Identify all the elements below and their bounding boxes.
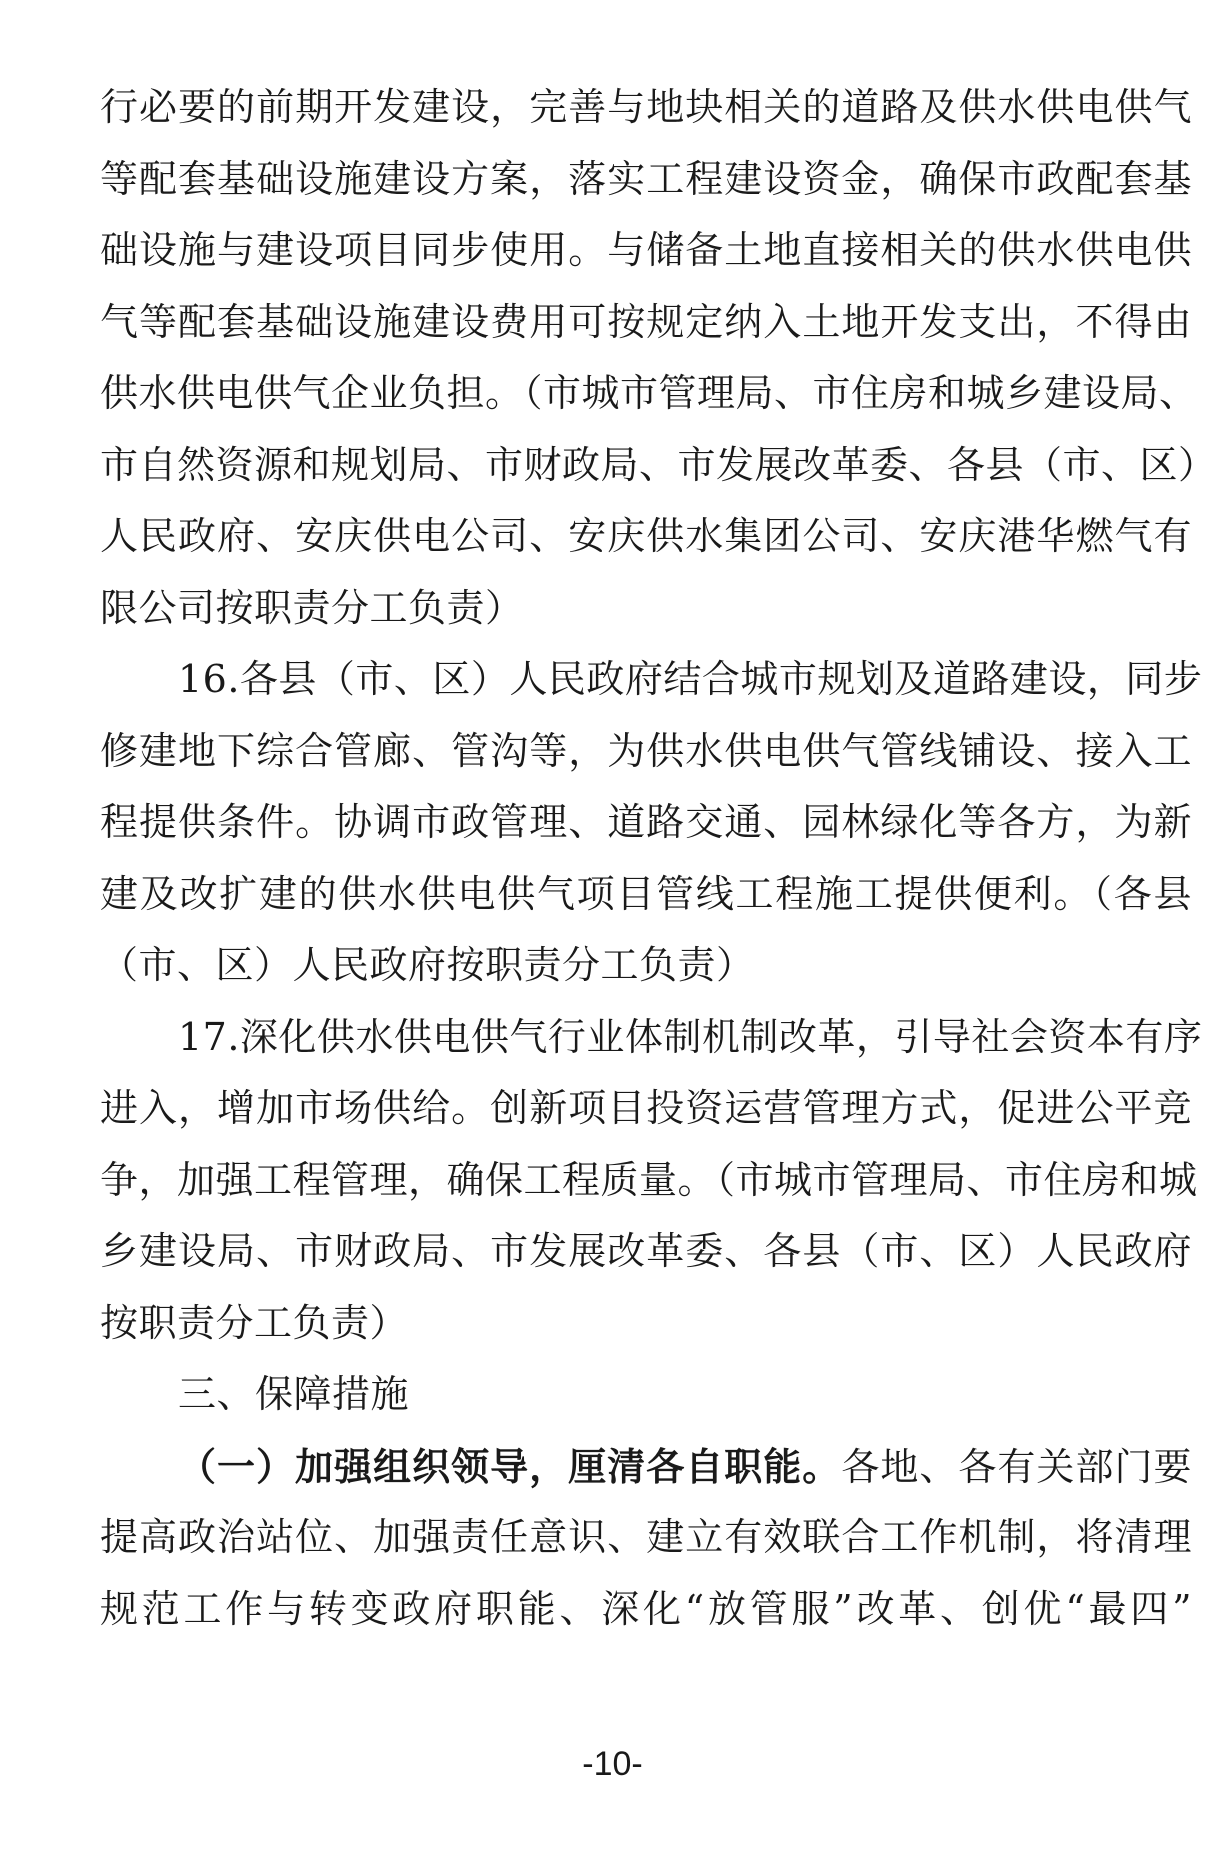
paragraph-line: 修建地下综合管廊、管沟等，为供水供电供气管线铺设、接入工 [100,728,1192,773]
subsection-bold-lead: （一）加强组织领导，厘清各自职能。 [178,1443,842,1489]
paragraph-line: 础设施与建设项目同步使用。与储备土地直接相关的供水供电供 [100,228,1192,272]
paragraph-line: （市、区）人民政府按职责分工负责） [100,943,755,987]
paragraph-line: 市自然资源和规划局、市财政局、市发展改革委、各县（市、区） [100,442,1217,487]
paragraph-line: 提高政治站位、加强责任意识、建立有效联合工作机制，将清理 [100,1515,1192,1559]
paragraph-line: 限公司按职责分工负责） [100,585,524,630]
paragraph-line: 规范工作与转变政府职能、深化“放管服”改革、创优“最四” [100,1586,1192,1631]
paragraph-line: 气等配套基础设施建设费用可按规定纳入土地开发支出，不得由 [100,299,1192,344]
subsection-lead-rest: 各地、各有关部门要 [841,1444,1192,1489]
paragraph-line: 行必要的前期开发建设，完善与地块相关的道路及供水供电供气 [100,85,1192,129]
paragraph-line: 人民政府、安庆供电公司、安庆供水集团公司、安庆港华燃气有 [100,514,1192,558]
item-16-line: 16.各县（市、区）人民政府结合城市规划及道路建设，同步 [178,657,1203,701]
paragraph-line: 争，加强工程管理，确保工程质量。（市城市管理局、市住房和城 [100,1157,1198,1202]
paragraph-line: 等配套基础设施建设方案，落实工程建设资金，确保市政配套基 [100,156,1192,201]
paragraph-line: 建及改扩建的供水供电供气项目管线工程施工提供便利。（各县 [100,871,1192,916]
subsection-first-line [100,1431,1192,1503]
paragraph-line: 进入，增加市场供给。创新项目投资运营管理方式，促进公平竞 [100,1086,1192,1130]
paragraph-line: 供水供电供气企业负担。（市城市管理局、市住房和城乡建设局、 [100,371,1198,415]
paragraph-line: 乡建设局、市财政局、市发展改革委、各县（市、区）人民政府 [100,1229,1192,1273]
section-heading: 三、保障措施 [178,1372,410,1416]
paragraph-line: 程提供条件。协调市政管理、道路交通、园林绿化等各方，为新 [100,800,1192,844]
document-body [100,72,1217,1645]
item-17-line: 17.深化供水供电供气行业体制机制改革，引导社会资本有序 [178,1014,1203,1059]
page-number: -10- [582,1745,643,1783]
paragraph-line: 按职责分工负责） [100,1300,409,1345]
